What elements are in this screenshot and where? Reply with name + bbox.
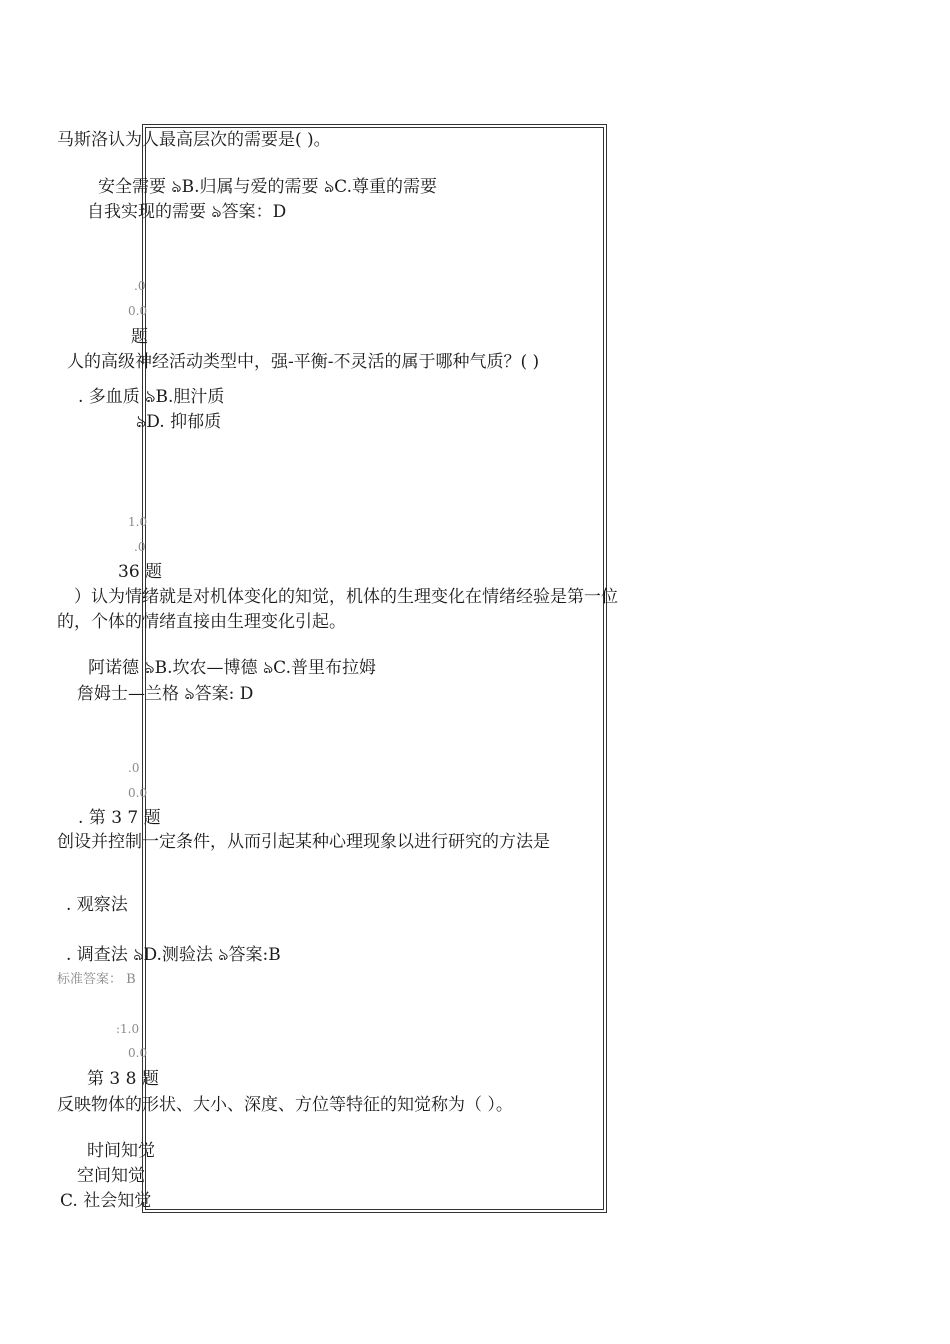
- question-34-options-line2: 自我实现的需要 ঌ答案：D: [87, 202, 287, 222]
- question-35-header: 题: [131, 327, 148, 347]
- score-total-4: :1.0: [116, 1022, 140, 1036]
- question-35-options-line1: . 多血质 ঌB.胆汁质: [78, 387, 225, 407]
- question-37-standard-answer: 标准答案： B: [57, 972, 136, 987]
- score-got-1: 0.0: [128, 304, 148, 318]
- question-38-header: 第 3 8 题: [87, 1069, 159, 1089]
- question-36-header: 36 题: [118, 562, 163, 582]
- score-total-1: .0: [134, 279, 146, 293]
- question-38-stem: 反映物体的形状、大小、深度、方位等特征的知觉称为（ ）。: [57, 1095, 513, 1115]
- question-37-options-line2: . 调查法 ঌD.测验法 ঌ答案:B: [66, 945, 281, 965]
- score-total-3: .0: [128, 761, 140, 775]
- question-38-option-a: 时间知觉: [87, 1141, 155, 1161]
- question-34-stem: 马斯洛认为人最高层次的需要是( )。: [57, 130, 331, 150]
- question-37-stem: 创设并控制一定条件，从而引起某种心理现象以进行研究的方法是: [57, 832, 550, 852]
- question-35-options-line2: ঌD. 抑郁质: [136, 412, 222, 432]
- question-37-header: . 第 3 7 题: [78, 808, 161, 828]
- score-got-3: 0.0: [128, 786, 148, 800]
- question-37-option-a: . 观察法: [66, 895, 128, 915]
- question-36-stem-line1: ）认为情绪就是对机体变化的知觉，机体的生理变化在情绪经验是第一位: [74, 587, 618, 607]
- question-36-options-line2: 詹姆士—兰格 ঌ答案: D: [77, 684, 254, 704]
- question-36-stem-line2: 的，个体的情绪直接由生理变化引起。: [57, 612, 346, 632]
- question-36-options-line1: 阿诺德 ঌB.坎农—博德 ঌC.普里布拉姆: [88, 658, 376, 678]
- score-got-4: 0.0: [128, 1046, 148, 1060]
- score-got-2: .0: [134, 540, 146, 554]
- score-total-2: 1.0: [128, 515, 148, 529]
- question-34-options-line1: 安全需要 ঌB.归属与爱的需要 ঌC.尊重的需要: [98, 177, 437, 197]
- question-38-option-c: C. 社会知觉: [60, 1191, 152, 1211]
- question-35-stem: 人的高级神经活动类型中，强-平衡-不灵活的属于哪种气质？( ): [67, 352, 540, 372]
- question-38-option-b: 空间知觉: [77, 1166, 145, 1186]
